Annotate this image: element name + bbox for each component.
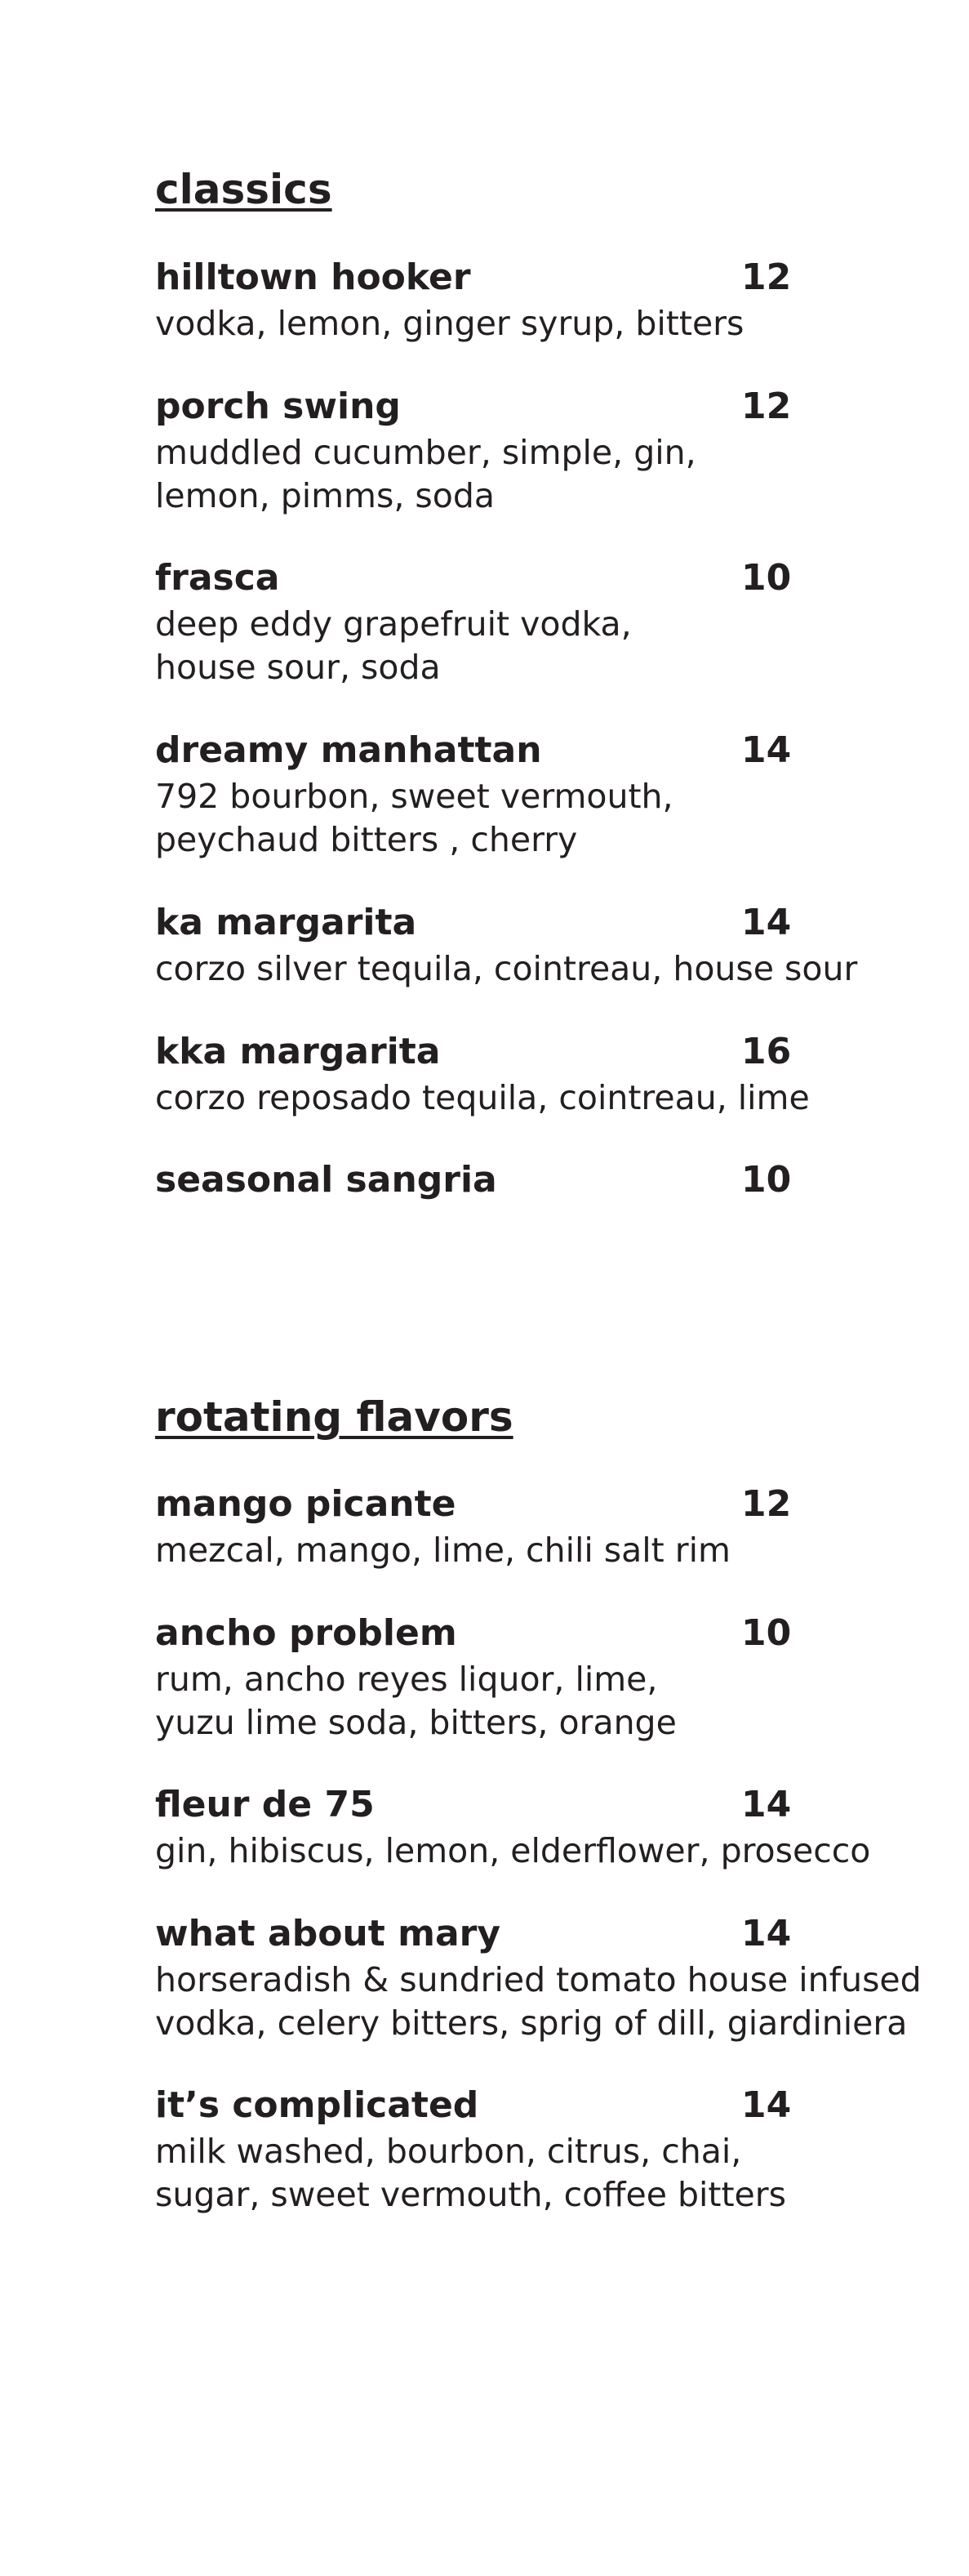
item-name: ancho problem <box>155 1612 457 1654</box>
menu-item-seasonal-sangria <box>155 1156 890 1205</box>
item-description-line: peychaud bitters , cherry <box>155 820 578 859</box>
item-description-line: 792 bourbon, sweet vermouth, <box>155 777 673 816</box>
item-description-line: corzo reposado tequila, cointreau, lime <box>155 1078 810 1117</box>
item-description-line: sugar, sweet vermouth, coffee bitters <box>155 2175 786 2214</box>
menu-item-hilltown-hooker <box>155 253 890 345</box>
section-title-classics: classics <box>155 166 332 213</box>
item-price: 14 <box>741 729 792 771</box>
item-description-line: mezcal, mango, lime, chili salt rim <box>155 1531 731 1570</box>
item-name: what about mary <box>155 1913 501 1954</box>
item-price: 14 <box>741 902 792 943</box>
menu-item-what-about-mary <box>155 1910 922 2045</box>
menu-item-its-complicated <box>155 2081 890 2217</box>
item-name: ka margarita <box>155 902 417 943</box>
item-name: fleur de 75 <box>155 1784 375 1825</box>
menu-item-mango-picante <box>155 1480 890 1572</box>
item-price: 12 <box>741 386 792 427</box>
menu-item-frasca <box>155 554 890 689</box>
item-price: 10 <box>741 557 792 599</box>
menu-item-porch-swing <box>155 382 890 518</box>
item-name: kka margarita <box>155 1031 441 1072</box>
item-description-line: vodka, lemon, ginger syrup, bitters <box>155 304 745 343</box>
item-price: 12 <box>741 1483 792 1525</box>
item-price: 10 <box>741 1159 792 1201</box>
item-price: 14 <box>741 2084 792 2126</box>
item-name: hilltown hooker <box>155 256 471 298</box>
menu-item-dreamy-manhattan <box>155 726 890 862</box>
item-description-line: muddled cucumber, simple, gin, <box>155 433 696 472</box>
item-description-line: milk washed, bourbon, citrus, chai, <box>155 2132 742 2171</box>
menu-item-ancho-problem <box>155 1609 890 1745</box>
item-description-line: deep eddy grapefruit vodka, <box>155 604 632 644</box>
item-price: 12 <box>741 256 792 298</box>
item-description-line: house sour, soda <box>155 648 441 687</box>
item-description-line: rum, ancho reyes liquor, lime, <box>155 1660 658 1699</box>
item-name: seasonal sangria <box>155 1159 497 1201</box>
item-price: 16 <box>741 1031 792 1072</box>
menu-item-fleur-de-75 <box>155 1780 890 1873</box>
item-price: 14 <box>741 1913 792 1954</box>
item-description-line: yuzu lime soda, bitters, orange <box>155 1703 677 1742</box>
item-description-line: corzo silver tequila, cointreau, house sour <box>155 949 858 988</box>
item-description-line: lemon, pimms, soda <box>155 476 496 515</box>
item-price: 10 <box>741 1612 792 1654</box>
section-title-rotating-flavors: rotating flavors <box>155 1393 513 1441</box>
item-description-line: horseradish & sundried tomato house infused <box>155 1960 922 1999</box>
item-name: dreamy manhattan <box>155 729 542 771</box>
item-name: it’s complicated <box>155 2084 479 2126</box>
item-name: frasca <box>155 557 280 599</box>
menu-item-ka-margarita <box>155 898 890 991</box>
item-description-line: vodka, celery bitters, sprig of dill, giardiniera <box>155 2003 908 2043</box>
item-name: mango picante <box>155 1483 456 1525</box>
item-name: porch swing <box>155 386 401 427</box>
item-description-line: gin, hibiscus, lemon, elderflower, prosecco <box>155 1831 871 1870</box>
menu-item-kka-margarita <box>155 1027 890 1120</box>
item-price: 14 <box>741 1784 792 1825</box>
